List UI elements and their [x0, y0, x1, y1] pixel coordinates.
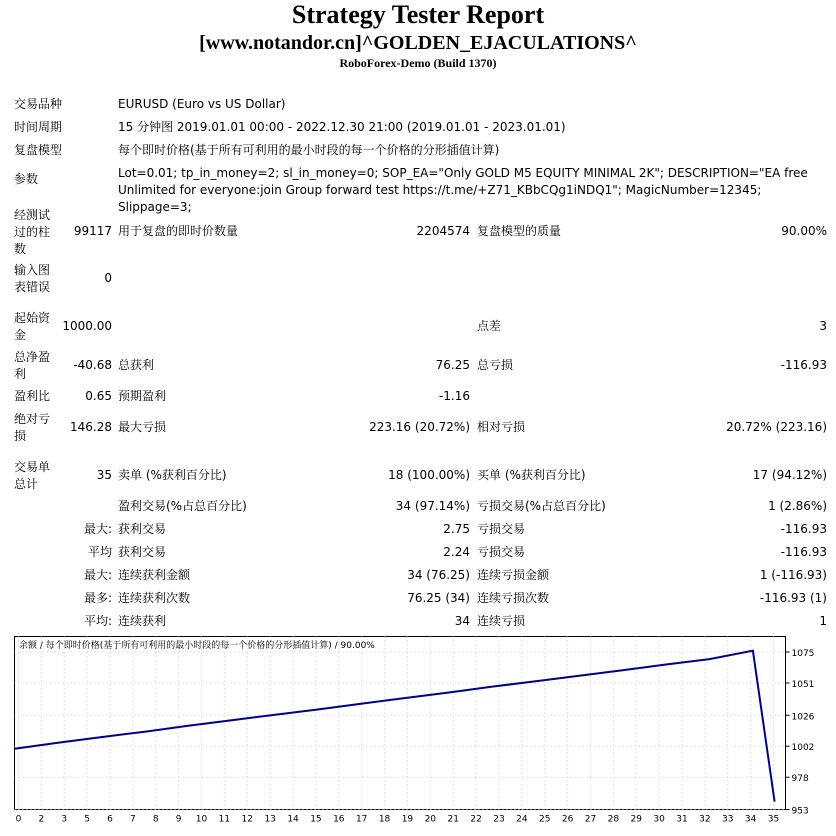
deposit-value: 1000.00 — [62, 319, 112, 333]
x-tick-label: 18 — [378, 814, 391, 825]
period-value: 15 分钟图 2019.01.01 00:00 - 2022.12.30 21:00 (2019.01.01 - 2023.01.01) — [118, 120, 566, 134]
x-tick-label: 12 — [241, 814, 254, 825]
x-tick-label: 16 — [333, 814, 345, 825]
x-tick-label: 25 — [538, 814, 551, 825]
ticks-value: 2204574 — [416, 224, 470, 238]
x-tick-label: 6 — [107, 814, 113, 825]
max-consec-loss-count-label: 连续亏损次数 — [477, 591, 550, 605]
profit-trades-value: 34 (97.14%) — [395, 499, 470, 513]
largest-profit-value: 2.75 — [443, 522, 470, 536]
symbol-value: EURUSD (Euro vs US Dollar) — [118, 97, 286, 111]
x-tick-label: 17 — [355, 814, 368, 825]
y-tick-label: 953 — [791, 806, 809, 817]
long-positions-value: 17 (94.12%) — [752, 468, 827, 482]
total-trades-label: 交易单总计 — [14, 460, 51, 491]
y-tick-label: 978 — [791, 774, 809, 785]
short-positions-value: 18 (100.00%) — [388, 468, 470, 482]
net-profit-value: -40.68 — [73, 358, 112, 372]
max-consec-losses-money-label: 连续亏损金额 — [477, 568, 550, 582]
x-tick-label: 7 — [130, 814, 136, 825]
chart-y-axis — [786, 649, 815, 817]
x-tick-label: 11 — [218, 814, 231, 825]
x-tick-label: 19 — [401, 814, 414, 825]
largest-loss-value: -116.93 — [780, 522, 827, 536]
abs-drawdown-label: 绝对亏损 — [14, 412, 51, 443]
rel-drawdown-value: 20.72% (223.16) — [726, 420, 827, 434]
expected-payoff-value: -1.16 — [438, 389, 470, 403]
net-profit-label: 总净盈利 — [14, 350, 51, 381]
y-tick-label: 1002 — [791, 743, 815, 754]
x-tick-label: 35 — [767, 814, 780, 825]
abs-drawdown-value: 146.28 — [70, 420, 112, 434]
most-consec-prefix: 最多: — [83, 591, 112, 605]
y-tick-label: 1075 — [791, 648, 815, 659]
params-value: Lot=0.01; tp_in_money=2; sl_in_money=0; SOP_EA="Only GOLD M5 EQUITY MINIMAL 2K"; DESCRIPTION="EA free Unlimited for everyone:join Group forward test https://t.me/+Z71_KBbCQg1iNDQ1"; MagicNumber=12345; Slippage=3; — [118, 166, 808, 214]
average-loss-value: -116.93 — [780, 545, 827, 559]
rel-drawdown-label: 相对亏损 — [477, 420, 526, 434]
mismatch-label: 输入图表错误 — [14, 263, 51, 294]
x-tick-label: 5 — [84, 814, 91, 825]
gross-loss-value: -116.93 — [780, 358, 827, 372]
x-tick-label: 21 — [447, 814, 459, 825]
bars-value: 99117 — [73, 224, 112, 238]
profit-factor-value: 0.65 — [85, 389, 112, 403]
x-tick-label: 30 — [653, 814, 665, 825]
loss-trades-label: 亏损交易(%占总百分比) — [477, 499, 606, 513]
balance-chart — [14, 636, 836, 836]
spread-value: 3 — [819, 319, 827, 333]
max-consec-losses-money-value: 1 (-116.93) — [759, 568, 827, 582]
avg-consec-wins-value: 34 — [454, 614, 470, 628]
gross-profit-label: 总获利 — [118, 358, 155, 372]
chart-title: 余额 / 每个即时价格(基于所有可利用的最小时段的每一个价格的分形插值计算) / 90.00% — [19, 641, 375, 651]
model-value: 每个即时价格(基于所有可利用的最小时段的每一个价格的分形插值计算) — [118, 143, 500, 157]
max-consec-wins-money-value: 34 (76.25) — [407, 568, 470, 582]
spread-label: 点差 — [477, 319, 502, 333]
quality-label: 复盘模型的质量 — [477, 224, 562, 238]
average-profit-value: 2.24 — [443, 545, 470, 559]
x-tick-label: 10 — [195, 814, 208, 825]
x-tick-label: 2 — [38, 814, 45, 825]
max-consec-loss-count-value: -116.93 (1) — [759, 591, 827, 605]
x-tick-label: 20 — [424, 814, 437, 825]
x-tick-label: 3 — [61, 814, 68, 825]
bars-label: 经测试过的柱数 — [14, 208, 51, 256]
max-drawdown-label: 最大亏损 — [118, 420, 167, 434]
x-tick-label: 9 — [175, 814, 182, 825]
deposit-label: 起始资金 — [14, 311, 51, 342]
x-tick-label: 23 — [493, 814, 505, 825]
gross-loss-label: 总亏损 — [477, 358, 514, 372]
largest-profit-label: 获利交易 — [118, 522, 167, 536]
profit-trades-label: 盈利交易(%占总百分比) — [118, 499, 247, 513]
y-tick-label: 1051 — [791, 679, 815, 690]
params-label: 参数 — [14, 172, 39, 186]
max-consec-profit-count-value: 76.25 (34) — [407, 591, 470, 605]
x-tick-label: 31 — [676, 814, 688, 825]
avg-consec-losses-value: 1 — [819, 614, 827, 628]
largest-loss-label: 亏损交易 — [477, 522, 526, 536]
x-tick-label: 14 — [287, 814, 299, 825]
loss-trades-value: 1 (2.86%) — [768, 499, 827, 513]
max-drawdown-value: 223.16 (20.72%) — [369, 420, 470, 434]
x-tick-label: 22 — [470, 814, 482, 825]
symbol-label: 交易品种 — [14, 97, 63, 111]
x-tick-label: 32 — [699, 814, 711, 825]
gross-profit-value: 76.25 — [435, 358, 470, 372]
x-tick-label: 24 — [516, 814, 528, 825]
x-tick-label: 8 — [152, 814, 159, 825]
average-loss-label: 亏损交易 — [477, 545, 526, 559]
chart-x-axis — [16, 815, 780, 825]
avg-consec-prefix: 平均: — [83, 614, 112, 628]
chart-plot-area — [15, 637, 786, 810]
report-title: Strategy Tester Report — [291, 0, 545, 29]
short-positions-label: 卖单 (%获利百分比) — [118, 468, 227, 482]
x-tick-label: 33 — [722, 814, 734, 825]
ticks-label: 用于复盘的即时价数量 — [118, 224, 239, 238]
quality-value: 90.00% — [781, 224, 827, 238]
y-tick-label: 1026 — [791, 712, 815, 723]
report-subtitle: [www.notandor.cn]^GOLDEN_EJACULATIONS^ — [199, 32, 637, 54]
profit-factor-label: 盈利比 — [14, 389, 51, 403]
avg-consec-wins-label: 连续获利 — [118, 614, 167, 628]
x-tick-label: 15 — [310, 814, 322, 825]
expected-payoff-label: 预期盈利 — [118, 389, 167, 403]
max-consec-prefix: 最大: — [83, 568, 112, 582]
model-label: 复盘模型 — [14, 143, 63, 157]
x-tick-label: 0 — [15, 814, 22, 825]
avg-consec-losses-label: 连续亏损 — [477, 614, 526, 628]
period-label: 时间周期 — [14, 120, 63, 134]
max-consec-profit-count-label: 连续获利次数 — [118, 591, 191, 605]
x-tick-label: 28 — [607, 814, 620, 825]
long-positions-label: 买单 (%获利百分比) — [477, 468, 586, 482]
x-tick-label: 27 — [584, 814, 597, 825]
max-consec-wins-money-label: 连续获利金额 — [118, 568, 191, 582]
x-tick-label: 29 — [630, 814, 642, 825]
x-tick-label: 26 — [561, 814, 574, 825]
mismatch-value: 0 — [104, 271, 112, 285]
average-profit-label: 获利交易 — [118, 545, 167, 559]
x-tick-label: 34 — [744, 814, 757, 825]
average-prefix: 平均 — [87, 545, 112, 559]
server-info: RoboForex-Demo (Build 1370) — [339, 56, 497, 70]
largest-prefix: 最大: — [83, 522, 112, 536]
x-tick-label: 13 — [264, 814, 276, 825]
total-trades-value: 35 — [96, 468, 112, 482]
